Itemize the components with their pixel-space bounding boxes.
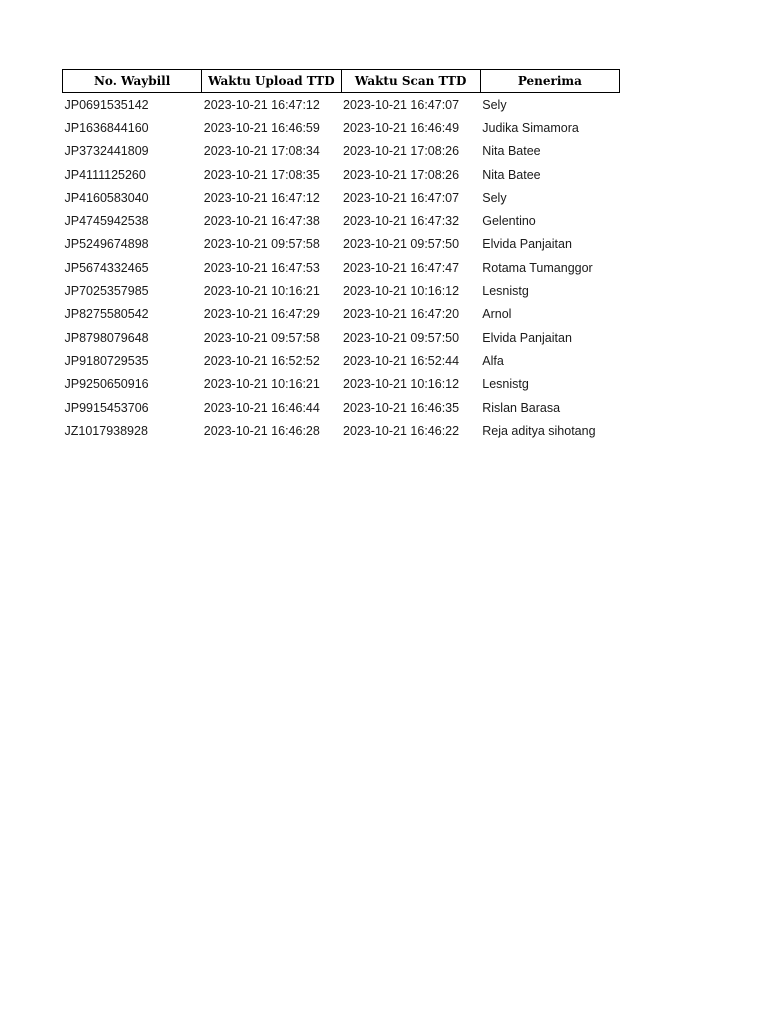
table-row [63,326,620,349]
upload-time-cell: 2023-10-21 10:16:21 [203,284,320,299]
waybill-sheet [62,69,622,442]
recipient-cell: Lesnistg [482,377,529,392]
recipient-cell: Nita Batee [482,144,541,159]
waybill-number-cell: JP8275580542 [64,307,149,322]
upload-time-cell: 2023-10-21 16:47:38 [203,214,320,229]
recipient-cell: Alfa [482,353,504,368]
waybill-number-cell: JP4745942538 [64,214,149,229]
scan-time-cell: 2023-10-21 17:08:26 [343,167,460,182]
recipient-cell: Sely [482,190,507,205]
upload-time-cell: 2023-10-21 10:16:21 [203,377,320,392]
upload-time-cell: 2023-10-21 09:57:58 [203,237,320,252]
table-row [63,233,620,256]
recipient-cell: Rotama Tumanggor [482,260,593,275]
header-penerima: Penerima [480,70,619,93]
scan-time-cell: 2023-10-21 16:47:20 [343,307,460,322]
upload-time-cell: 2023-10-21 16:47:12 [203,190,320,205]
recipient-cell: Gelentino [482,214,536,229]
table-row [63,419,620,442]
scan-time-cell: 2023-10-21 09:57:50 [343,237,460,252]
waybill-table [62,69,620,442]
header-waktu-upload-ttd: Waktu Upload TTD [202,70,341,93]
waybill-number-cell: JP1636844160 [64,120,149,135]
upload-time-cell: 2023-10-21 17:08:35 [203,167,320,182]
scan-time-cell: 2023-10-21 16:47:47 [343,260,460,275]
header-row [63,70,620,93]
recipient-cell: Reja aditya sihotang [482,423,596,438]
upload-time-cell: 2023-10-21 17:08:34 [203,144,320,159]
header-no-waybill: No. Waybill [63,70,202,93]
table-row [63,140,620,163]
waybill-number-cell: JP3732441809 [64,144,149,159]
table-row [63,186,620,209]
scan-time-cell: 2023-10-21 10:16:12 [343,284,460,299]
recipient-cell: Rislan Barasa [482,400,561,415]
waybill-number-cell: JZ1017938928 [64,423,148,438]
upload-time-cell: 2023-10-21 16:46:44 [203,400,320,415]
upload-time-cell: 2023-10-21 16:47:12 [203,97,320,112]
table-body [63,93,620,443]
waybill-number-cell: JP9180729535 [64,353,149,368]
recipient-cell: Arnol [482,307,512,322]
upload-time-cell: 2023-10-21 16:52:52 [203,353,320,368]
table-row [63,373,620,396]
waybill-number-cell: JP8798079648 [64,330,149,345]
scan-time-cell: 2023-10-21 16:47:32 [343,214,460,229]
waybill-number-cell: JP4160583040 [64,190,149,205]
upload-time-cell: 2023-10-21 16:47:53 [203,260,320,275]
scan-time-cell: 2023-10-21 16:47:07 [343,190,460,205]
waybill-number-cell: JP9250650916 [64,377,149,392]
table-row [63,396,620,419]
table-row [63,349,620,372]
scan-time-cell: 2023-10-21 09:57:50 [343,330,460,345]
scan-time-cell: 2023-10-21 10:16:12 [343,377,460,392]
waybill-number-cell: JP7025357985 [64,284,149,299]
header-waktu-scan-ttd: Waktu Scan TTD [341,70,480,93]
table-row [63,303,620,326]
table-row [63,256,620,279]
scan-time-cell: 2023-10-21 16:46:35 [343,400,460,415]
recipient-cell: Elvida Panjaitan [482,330,572,345]
table-row [63,279,620,302]
waybill-number-cell: JP0691535142 [64,97,149,112]
waybill-number-cell: JP9915453706 [64,400,149,415]
table-row [63,209,620,232]
scan-time-cell: 2023-10-21 16:52:44 [343,353,460,368]
scan-time-cell: 2023-10-21 16:46:49 [343,120,460,135]
scan-time-cell: 2023-10-21 16:46:22 [343,423,460,438]
table-row [63,93,620,117]
upload-time-cell: 2023-10-21 16:46:28 [203,423,320,438]
scan-time-cell: 2023-10-21 17:08:26 [343,144,460,159]
recipient-cell: Judika Simamora [482,120,579,135]
table-header [63,70,620,93]
table-row [63,163,620,186]
table-row [63,116,620,139]
waybill-number-cell: JP4111125260 [64,167,146,182]
upload-time-cell: 2023-10-21 16:47:29 [203,307,320,322]
waybill-number-cell: JP5249674898 [64,237,149,252]
recipient-cell: Sely [482,97,507,112]
upload-time-cell: 2023-10-21 16:46:59 [203,120,320,135]
recipient-cell: Nita Batee [482,167,541,182]
recipient-cell: Elvida Panjaitan [482,237,572,252]
scan-time-cell: 2023-10-21 16:47:07 [343,97,460,112]
upload-time-cell: 2023-10-21 09:57:58 [203,330,320,345]
waybill-number-cell: JP5674332465 [64,260,149,275]
recipient-cell: Lesnistg [482,284,529,299]
